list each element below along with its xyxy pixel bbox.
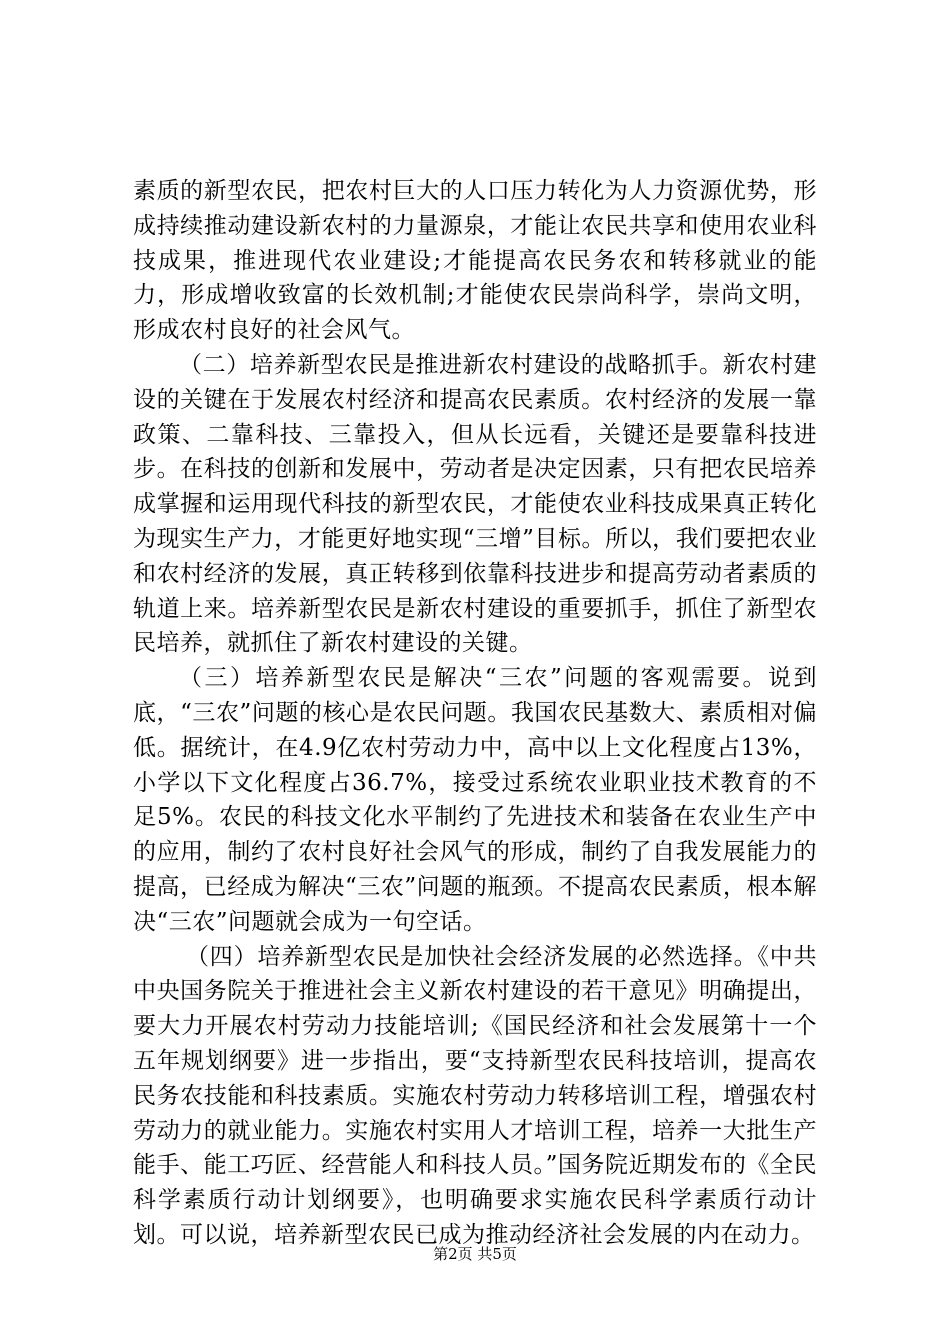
document-body [133,174,817,1253]
paragraph-section-2: （二）培养新型农民是推进新农村建设的战略抓手。新农村建设的关键在于发展农村经济和提高农民素质。农村经济的发展一靠政策、二靠科技、三靠投入，但从长远看，关键还是要靠科技进步。在科技的创新和发展中，劳动者是决定因素，只有把农民培养成掌握和运用现代科技的新型农民，才能使农业科技成果真正转化为现实生产力，才能更好地实现“三增”目标。所以，我们要把农业和农村经济的发展，真正转移到依靠科技进步和提高劳动者素质的轨道上来。培养新型农民是新农村建设的重要抓手，抓住了新型农民培养，就抓住了新农村建设的关键。 [133,351,817,657]
paragraph-continuation: 素质的新型农民，把农村巨大的人口压力转化为人力资源优势，形成持续推动建设新农村的力量源泉，才能让农民共享和使用农业科技成果，推进现代农业建设;才能提高农民务农和转移就业的能力，形成增收致富的长效机制;才能使农民崇尚科学，崇尚文明，形成农村良好的社会风气。 [133,178,817,344]
paragraph-section-3: （三）培养新型农民是解决“三农”问题的客观需要。说到底，“三农”问题的核心是农民问题。我国农民基数大、素质相对偏低。据统计，在4.9亿农村劳动力中，高中以上文化程度占13%，小学以下文化程度占36.7%，接受过系统农业职业技术教育的不足5%。农民的科技文化水平制约了先进技术和装备在农业生产中的应用，制约了农村良好社会风气的形成，制约了自我发展能力的提高，已经成为解决“三农”问题的瓶颈。不提高农民素质，根本解决“三农”问题就会成为一句空话。 [133,665,817,935]
paragraph-section-4: （四）培养新型农民是加快社会经济发展的必然选择。《中共中央国务院关于推进社会主义新农村建设的若干意见》明确提出，要大力开展农村劳动力技能培训;《国民经济和社会发展第十一个五年规划纲要》进一步指出，要“支持新型农民科技培训，提高农民务农技能和科技素质。实施农村劳动力转移培训工程，增强农村劳动力的就业能力。实施农村实用人才培训工程，培养一大批生产能手、能工巧匠、经营能人和科技人员。”国务院近期发布的《全民科学素质行动计划纲要》，也明确要求实施农民科学素质行动计划。可以说，培养新型农民已成为推动经济社会发展的内在动力。 [133,943,817,1248]
page-number-footer: 第2页 共5页 [433,1245,517,1263]
